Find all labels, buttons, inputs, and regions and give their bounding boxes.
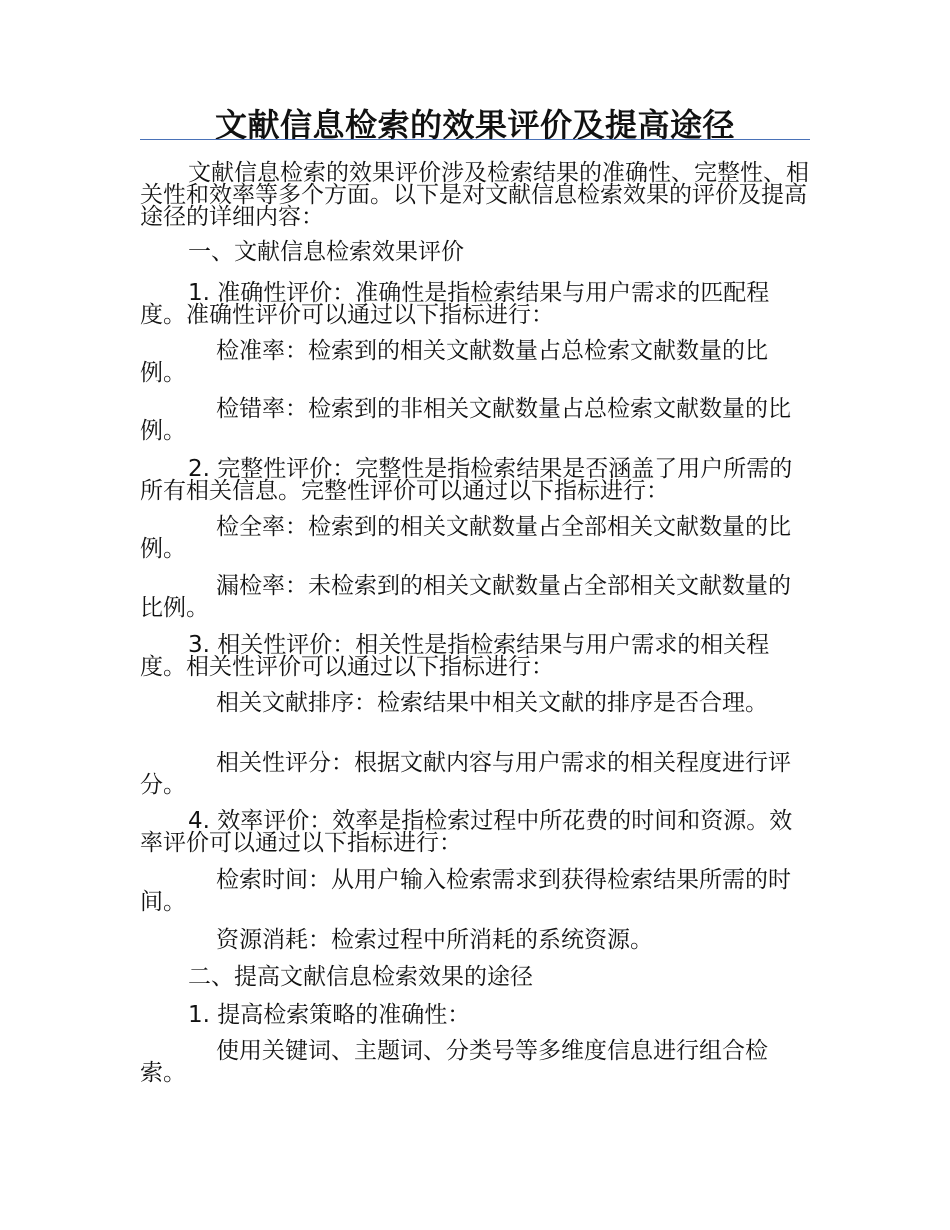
accuracy-evaluation-paragraph: 1. 准确性评价：准确性是指检索结果与用户需求的匹配程度。准确性评价可以通过以下指标进行：: [140, 280, 770, 328]
recall-rate-item: 检全率：检索到的相关文献数量占全部相关文献数量的比例。: [140, 514, 791, 562]
completeness-evaluation-paragraph: 2. 完整性评价：完整性是指检索结果是否涵盖了用户所需的所有相关信息。完整性评价可以通过以下指标进行：: [140, 456, 793, 504]
strategy-accuracy-heading: 1. 提高检索策略的准确性：: [188, 1002, 471, 1028]
relevance-ranking-item: 相关文献排序：检索结果中相关文献的排序是否合理。: [216, 690, 768, 716]
retrieval-time-item: 检索时间：从用户输入检索需求到获得检索结果所需的时间。: [140, 867, 791, 915]
section-heading-improvement: 二、提高文献信息检索效果的途径: [188, 964, 533, 990]
relevance-evaluation-paragraph: 3. 相关性评价：相关性是指检索结果与用户需求的相关程度。相关性评价可以通过以下指标进行：: [140, 632, 770, 680]
efficiency-evaluation-paragraph: 4. 效率评价：效率是指检索过程中所花费的时间和资源。效率评价可以通过以下指标进行：: [140, 808, 793, 856]
combined-search-item: 使用关键词、主题词、分类号等多维度信息进行组合检索。: [140, 1038, 768, 1086]
intro-paragraph: 文献信息检索的效果评价涉及检索结果的准确性、完整性、相关性和效率等多个方面。以下是对文献信息检索效果的评价及提高途径的详细内容：: [140, 160, 809, 230]
resource-consumption-item: 资源消耗：检索过程中所消耗的系统资源。: [216, 927, 653, 953]
precision-rate-item: 检准率：检索到的相关文献数量占总检索文献数量的比例。: [140, 338, 768, 386]
document-title: 文献信息检索的效果评价及提高途径: [214, 106, 735, 144]
relevance-score-item: 相关性评分：根据文献内容与用户需求的相关程度进行评分。: [140, 750, 791, 798]
title-underline: [140, 139, 810, 140]
miss-rate-item: 漏检率：未检索到的相关文献数量占全部相关文献数量的比例。: [140, 573, 791, 621]
section-heading-evaluation: 一、文献信息检索效果评价: [188, 239, 464, 265]
error-rate-item: 检错率：检索到的非相关文献数量占总检索文献数量的比例。: [140, 396, 791, 444]
